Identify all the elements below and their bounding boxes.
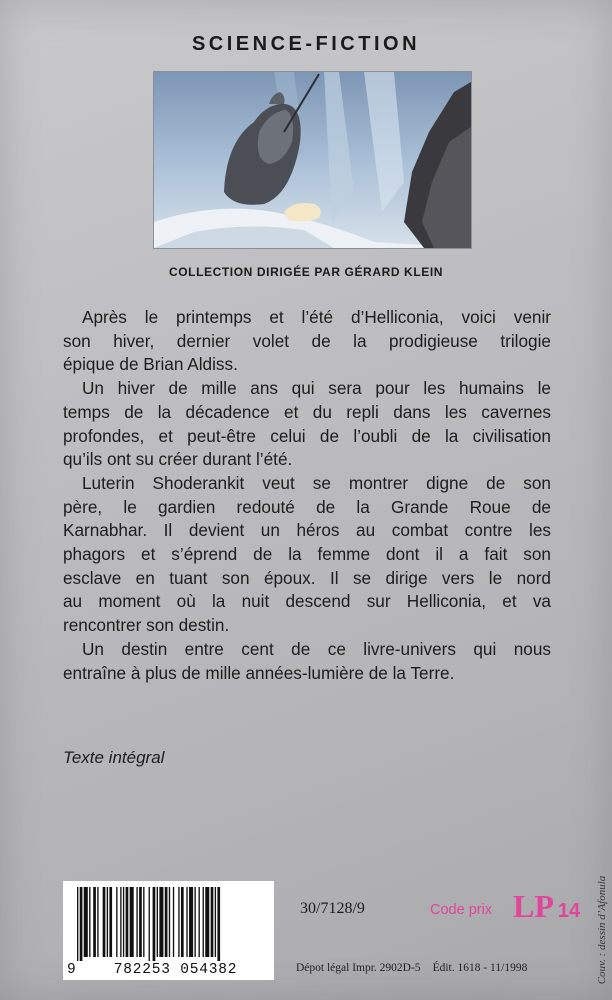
barcode-bar	[123, 887, 124, 957]
blurb-line: Luterin Shoderankit veut se montrer digne de son	[82, 472, 551, 493]
series-title: SCIENCE-FICTION	[191, 33, 421, 55]
blurb-line: profondes, et peut-être celui de l’oubli de la civilisation	[63, 425, 551, 446]
blurb-line: entraîne à plus de mille années-lumière de la Terre.	[63, 662, 455, 683]
barcode-bar	[93, 887, 96, 957]
cover-illustration	[153, 71, 472, 249]
barcode-bar	[153, 887, 156, 961]
barcode-bar	[186, 887, 187, 957]
barcode-bar	[103, 887, 106, 957]
barcode-bar	[205, 887, 209, 957]
barcode-bar	[157, 887, 158, 957]
barcode-bar	[139, 887, 142, 957]
barcode-bar	[84, 887, 88, 957]
price-code-number: 14	[557, 900, 581, 922]
barcode-bar	[126, 887, 129, 957]
barcode-bar	[173, 887, 174, 957]
barcode-bar	[116, 887, 117, 957]
back-cover-blurb	[63, 306, 551, 685]
barcode-bar	[211, 887, 214, 957]
barcode-bar	[203, 887, 204, 957]
blurb-line: Karnabhar. Il devient un héros au combat contre les	[63, 520, 551, 541]
barcode-bar	[120, 887, 121, 957]
price-code-letters: LP	[513, 888, 554, 924]
barcode-bar	[159, 887, 163, 957]
barcode-bar	[77, 887, 78, 961]
barcode-bar	[136, 887, 137, 957]
barcode-bar	[89, 887, 90, 957]
cover-credit: Couv. : dessin d’Afonula	[596, 875, 608, 985]
blurb-line: Après le printemps et l’été d’Helliconia, voici venir	[82, 307, 551, 327]
blurb-line: Un destin entre cent de ce livre-univers qui nous	[82, 638, 551, 659]
blurb-line: son hiver, dernier volet de la prodigieuse trilogie	[63, 330, 551, 351]
barcode-bar	[189, 887, 193, 957]
barcode-bar	[199, 887, 200, 957]
blurb-line: phagors et s’éprend de la femme dont il a fait son	[63, 544, 551, 565]
blurb-line: qu’ils ont su créer durant l’été.	[63, 449, 293, 470]
barcode-bar	[149, 887, 150, 961]
collection-director: COLLECTION DIRIGÉE PAR GÉRARD KLEIN	[168, 265, 444, 279]
unabridged-note: Texte intégral	[63, 748, 165, 767]
barcode-bar	[194, 887, 195, 957]
reference-number: 30/7128/9	[300, 900, 365, 917]
barcode-bar	[169, 887, 170, 957]
barcode-lead-digit: 9	[67, 962, 76, 978]
barcode-bar	[97, 887, 98, 957]
barcode-digits: 782253 054382	[113, 962, 238, 978]
legal-deposit-print: Dépot légal Impr. 2902D-5	[296, 962, 421, 974]
blurb-line: esclave en tuant son époux. Il se dirige vers le nord	[63, 567, 551, 588]
barcode-bars	[63, 881, 274, 961]
blurb-line: père, le gardien redouté de la Grande Roue de	[63, 496, 551, 517]
blurb-line: Un hiver de mille ans qui sera pour les humains le	[82, 378, 551, 399]
barcode-bar	[109, 887, 112, 957]
barcode-bar	[181, 887, 184, 957]
barcode-bar	[80, 887, 83, 961]
legal-deposit	[296, 962, 596, 974]
blurb-line: rencontrer son destin.	[63, 615, 230, 636]
barcode-bar	[215, 887, 216, 957]
price-code-label: Code prix	[430, 902, 493, 918]
barcode-bar	[217, 887, 220, 961]
blurb-line: temps de la décadence et du repli dans les cavernes	[63, 401, 551, 422]
price-code	[513, 888, 580, 925]
barcode-bar	[165, 887, 168, 957]
barcode-bar	[178, 887, 179, 957]
barcode-bar	[130, 887, 134, 957]
barcode-bar	[143, 887, 144, 957]
blurb-line: épique de Brian Aldiss.	[63, 354, 238, 375]
barcode-bar	[107, 887, 108, 957]
legal-deposit-edition: Édit. 1618 - 11/1998	[432, 962, 528, 974]
blurb-line: au moment où la nuit descend sur Helliconia, et va	[63, 591, 551, 612]
isbn-barcode	[63, 881, 274, 980]
